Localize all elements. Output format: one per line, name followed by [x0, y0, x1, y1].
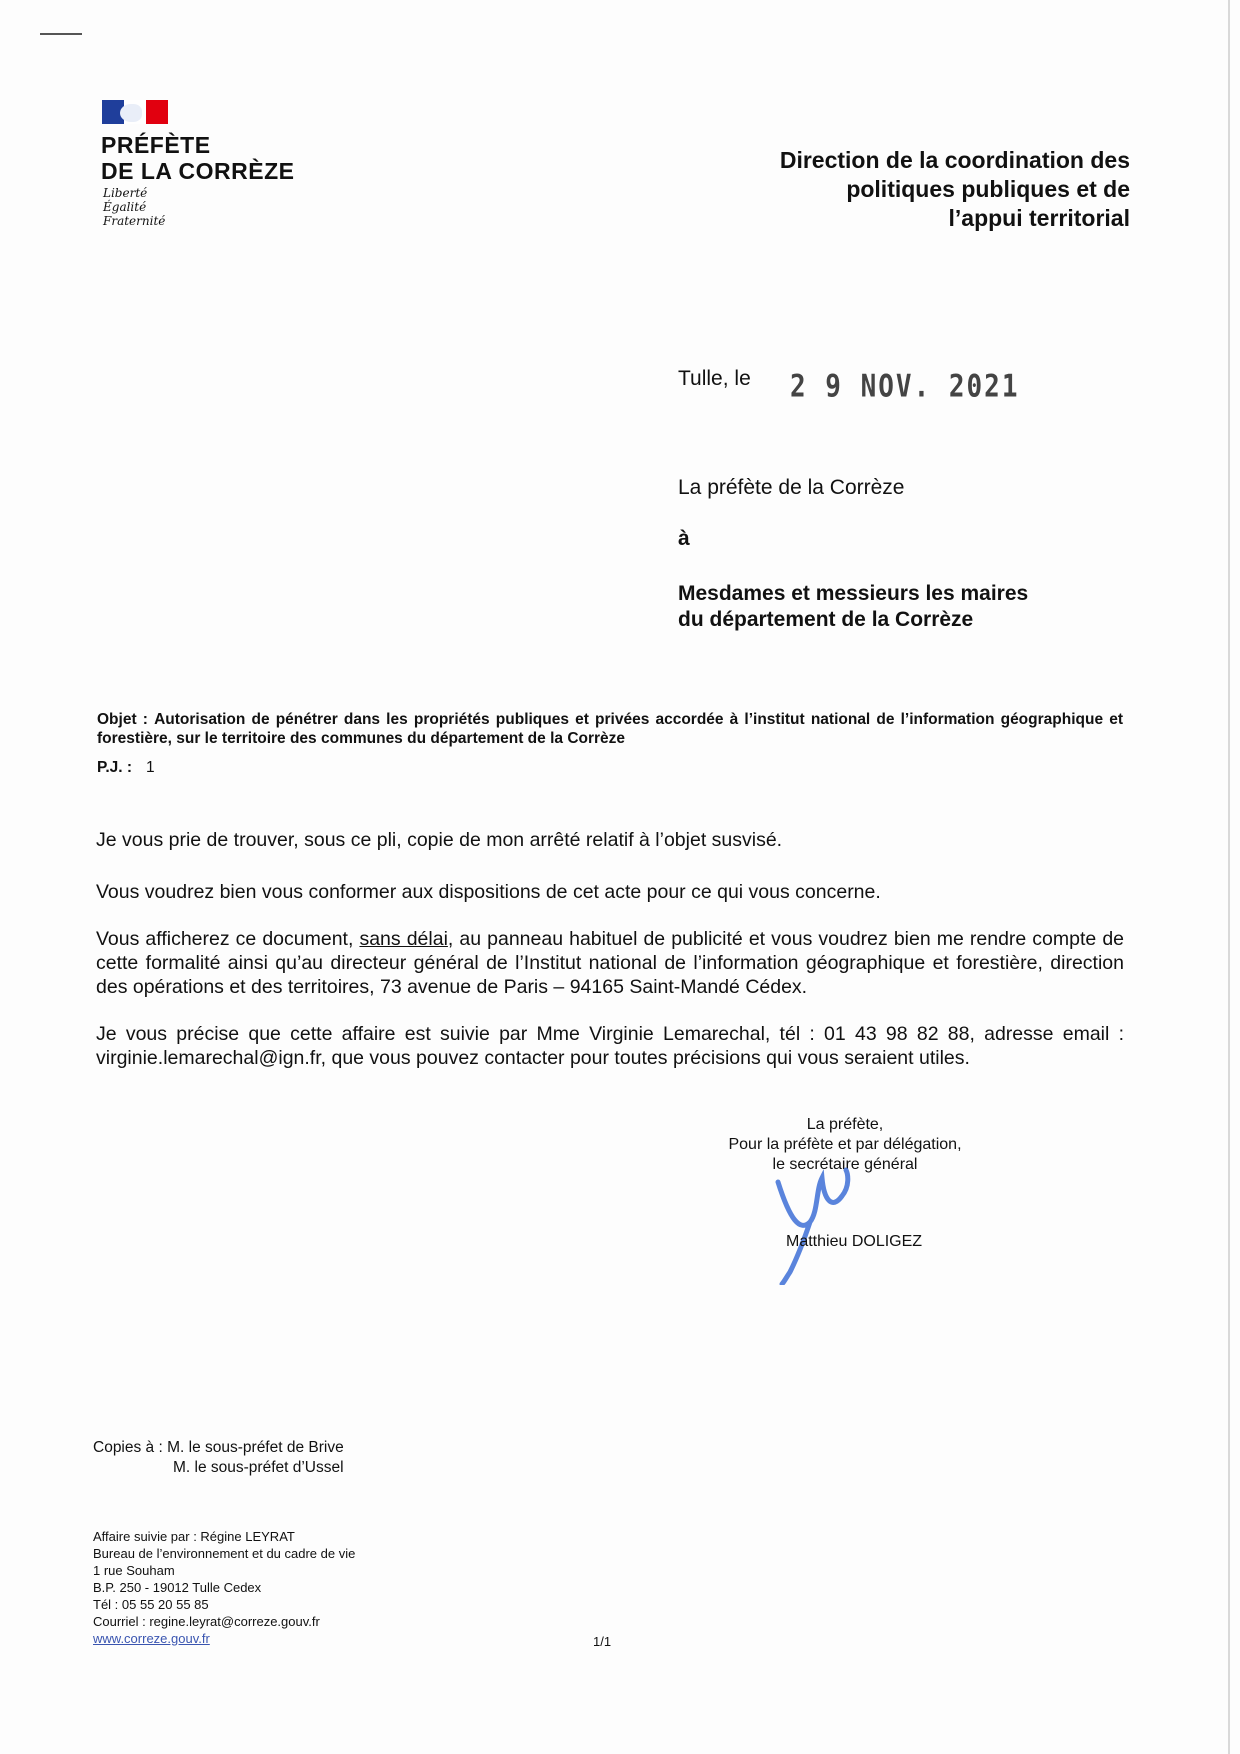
handwritten-signature: [760, 1160, 880, 1285]
direction-title: Direction de la coordination des politiques publiques et de l’appui territorial: [779, 147, 1130, 231]
signature-block: La préfète, Pour la préfète et par délégation, le secrétaire général: [728, 1116, 962, 1173]
scan-mark: [40, 33, 82, 35]
republic-motto: Liberté Égalité Fraternité: [103, 186, 166, 228]
body-paragraph-3: Vous afficherez ce document, sans délai, au panneau habituel de publicité et vous voudrez bien me rendre compte de cette formalité ainsi qu’au directeur général de l’Institut national de l’information géographique et forestière, direction des opérations et des territoires, 73 avenue de Paris – 94165 Saint-Mandé Cédex.: [96, 928, 1125, 998]
issuer-name: PRÉFÈTE DE LA CORRÈZE: [101, 132, 295, 184]
subject-text: Autorisation de pénétrer dans les propriétés publiques et privées accordée à l’institut national de l’information géographique et forestière, sur le territoire des communes du département de la Corrèze: [97, 711, 1123, 747]
recipients: Mesdames et messieurs les maires du département de la Corrèze: [678, 582, 1029, 631]
date-label: Tulle, le: [678, 367, 751, 390]
body-paragraph-2: Vous voudrez bien vous conformer aux dispositions de cet acte pour ce qui vous concerne.: [96, 881, 881, 903]
page-number: 1/1: [593, 1634, 612, 1649]
footer-contact: Affaire suivie par : Régine LEYRAT Bureau de l’environnement et du cadre de vie 1 rue Souham B.P. 250 - 19012 Tulle Cedex Tél : 05 55 20 55 85 Courriel : regine.leyrat@correze.gouv.fr www.correze.gouv.fr: [93, 1529, 356, 1646]
website-link[interactable]: www.correze.gouv.fr: [93, 1631, 210, 1646]
subject-line: Objet : Autorisation de pénétrer dans les propriétés publiques et privées accordée à l’institut national de l’information géographique et forestière, sur le territoire des communes du département de la Corrèze: [97, 711, 1123, 747]
to-prefix: à: [678, 527, 690, 550]
attachments-count: 1: [146, 759, 155, 776]
date-stamp: 2 9 NOV. 2021: [790, 369, 1020, 405]
sender: La préfète de la Corrèze: [678, 476, 905, 499]
scan-edge: [1228, 0, 1230, 1754]
underlined-phrase: sans délai: [359, 928, 448, 950]
copies-list: Copies à : M. le sous-préfet de Brive M. le sous-préfet d’Ussel: [93, 1439, 344, 1476]
marianne-logo: [102, 100, 168, 124]
body-paragraph-4: Je vous précise que cette affaire est suivie par Mme Virginie Lemarechal, tél : 01 43 98 82 88, adresse email : virginie.lemarechal@ign.fr, que vous pouvez contacter pour toutes précisions qui vous seraient utiles.: [96, 1023, 1124, 1069]
signatory-name: Matthieu DOLIGEZ: [786, 1233, 923, 1250]
body-paragraph-1: Je vous prie de trouver, sous ce pli, copie de mon arrêté relatif à l’objet susvisé.: [96, 829, 783, 851]
attachments: P.J. : 1: [97, 759, 155, 776]
